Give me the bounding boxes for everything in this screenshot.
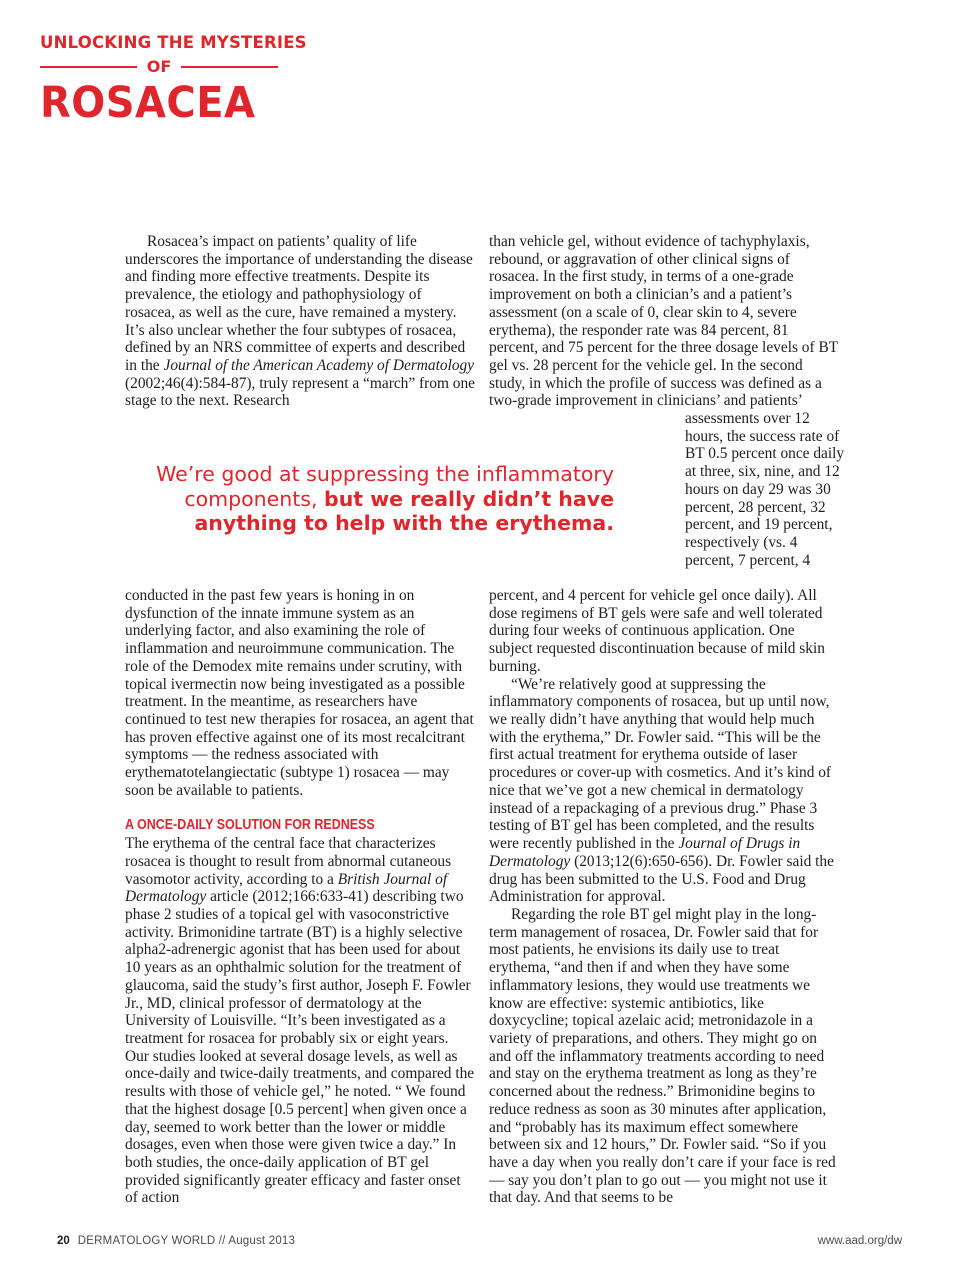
- journal-title: British Journal of Dermatology: [125, 870, 448, 906]
- text-run: “We’re relatively good at suppressing the inflammatory components of rosacea, but up until now, we really didn’t have anything that would help much with the erythema,” Dr. Fowler said. “This will be the first actual treatment for erythema outside of laser procedures or cover-up with cosmetics. And it’s kind of nice that we’ve got a new chemical in dermatology instead of a repackaging of a previous drug.” Phase 3 testing of BT gel has been completed, and the results were recently published in the: [489, 675, 832, 853]
- pull-quote-light: We’re good at suppressing the inflammatory components,: [156, 462, 614, 511]
- text-run: (2013;12(6):650-656). Dr. Fowler said the drug has been submitted to the U.S. Food and Drug Administration for approval.: [489, 852, 834, 906]
- section-subhead: [125, 800, 475, 835]
- paragraph: [125, 835, 475, 1207]
- section-subhead-text: A ONCE-DAILY SOLUTION FOR REDNESS: [125, 817, 375, 834]
- text-run: (2002;46(4):584-87), truly represent a “march” from one stage to the next. Research: [125, 374, 476, 410]
- paragraph: Regarding the role BT gel might play in the long-term management of rosacea, Dr. Fowler said that for most patients, he envisions its daily use to treat erythema, “and then if and when they have some inflammatory lesions, they would use treatments we know are effective: systemic antibiotics, like doxycycline; topical azelaic acid; metronidazole in a variety of preparations, and others. They might go on and off the inflammatory treatments according to need and stay on the erythema treatment as long as they’re concerned about the redness.” Brimonidine begins to reduce redness as soon as 30 minutes after application, and “probably has its maximum effect somewhere between six and 12 hours,” Dr. Fowler said. “So if you have a day when you really don’t care if your face is red — say you don’t plan to go out — you might not use it that day. And that seems to be: [489, 905, 836, 1207]
- connector-rule-right: [181, 66, 278, 68]
- paragraph: than vehicle gel, without evidence of tachyphylaxis, rebound, or aggravation of other clinical signs of rosacea. In the first study, in terms of a one-grade improvement on both a clinician’s and a patient’s assessment (on a scale of 0, clear skin to 4, severe erythema), the responder rate was 84 percent, 81 percent, and 75 percent for the three dosage levels of BT gel vs. 28 percent for the vehicle gel. In the second study, in which the profile of success was defined as a two-grade improvement in clinicians’ and patients’: [489, 233, 838, 410]
- magazine-issue: DERMATOLOGY WORLD // August 2013: [77, 1235, 296, 1247]
- paragraph: assessments over 12 hours, the success rate of BT 0.5 percent once daily at three, six, nine, and 12 hours on day 29 was 30 percent, 28 percent, 32 percent, and 19 percent, respectively (vs. 4 percent, 7 percent, 4: [685, 410, 845, 569]
- text-run: article (2012;166:633-41) describing two phase 2 studies of a topical gel with vasoconstrictive activity. Brimonidine tartrate (BT) is a highly selective alpha2-adrenergic agonist that has been used for about 10 years as an ophthalmic solution for the treatment of glaucoma, said the study’s first author, Joseph F. Fowler Jr., MD, clinical professor of dermatology at the University of Louisville. “It’s been investigated as a treatment for rosacea for probably six or eight years. Our studies looked at several dosage levels, as well as once-daily and twice-daily treatments, and compared the results with those of vehicle gel,” he noted. “ We found that the highest dosage [0.5 percent] when given once a day, seemed to work better than the lower or middle dosages, even when those were given twice a day.” In both studies, the once-daily application of BT gel provided significantly greater efficacy and faster onset of action: [125, 888, 475, 1207]
- pull-quote: [130, 462, 614, 536]
- paragraph: percent, and 4 percent for vehicle gel once daily). All dose regimens of BT gels were safe and well tolerated during four weeks of continuous application. One subject requested discontinuation because of mild skin burning.: [489, 587, 825, 675]
- column-left-top: [125, 233, 475, 410]
- connector-rule-left: [40, 66, 137, 68]
- headline-kicker: UNLOCKING THE MYSTERIES: [40, 33, 307, 52]
- headline-connector: OF: [146, 57, 172, 76]
- headline-connector-row: [40, 56, 278, 78]
- headline: [40, 32, 307, 128]
- paragraph: conducted in the past few years is honing in on dysfunction of the innate immune system as an underlying factor, and also examining the role of inflammation and neuroimmune communication. The role of the Demodex mite remains under scrutiny, with topical ivermectin now being investigated as a possible treatment. In the meantime, as researchers have continued to test new therapies for rosacea, an agent that has proven effective against one of its most recalcitrant symptoms — the redness associated with erythematotelangiectatic (subtype 1) rosacea — may soon be available to patients.: [125, 587, 474, 799]
- column-left-bottom: [125, 587, 475, 1207]
- column-right-top: [489, 233, 839, 410]
- page-number: 20: [57, 1235, 70, 1247]
- paragraph: [489, 676, 839, 906]
- column-right-narrow: [685, 410, 845, 569]
- pull-quote-bold: but we really didn’t have anything to help with the erythema.: [194, 486, 614, 535]
- journal-title: Journal of the American Academy of Dermatology: [163, 357, 475, 375]
- paragraph: [125, 233, 475, 410]
- text-run: Rosacea’s impact on patients’ quality of life underscores the importance of understanding the disease and finding more effective treatments. Despite its prevalence, the etiology and pathophysiology of rosacea, as well as the cure, have remained a mystery. It’s also unclear whether the four subtypes of rosacea, defined by an NRS committee of experts and described in the: [125, 233, 473, 375]
- text-run: The erythema of the central face that characterizes rosacea is thought to result from abnormal cutaneous vasomotor activity, according to a: [125, 835, 452, 888]
- journal-title: Journal of Drugs in Dermatology: [489, 835, 801, 870]
- headline-title: ROSACEA: [40, 78, 256, 128]
- column-right-bottom: [489, 587, 839, 1207]
- footer-url[interactable]: www.aad.org/dw: [817, 1235, 902, 1247]
- footer-left: [57, 1234, 295, 1248]
